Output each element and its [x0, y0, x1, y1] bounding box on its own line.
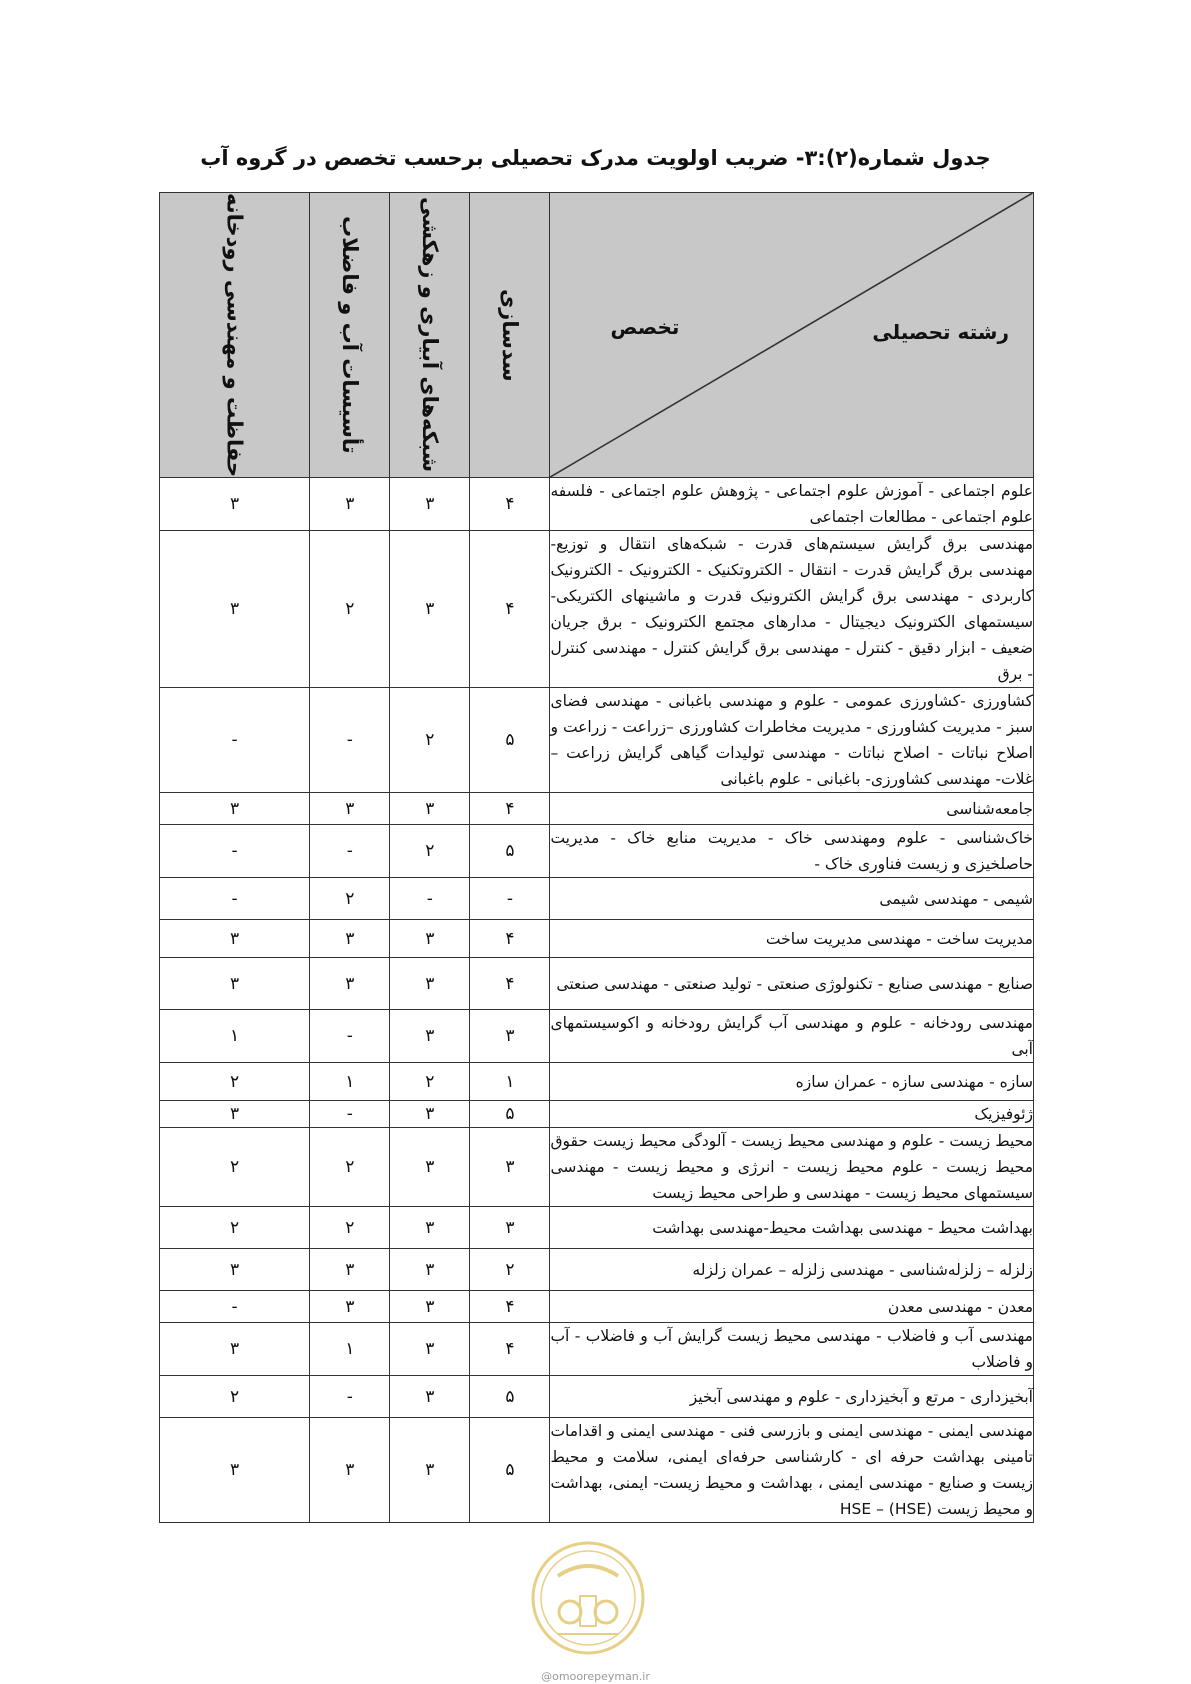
field-of-study-cell: مهندسی برق گرایش سیستم‌های قدرت - شبکه‌های انتقال و توزیع- مهندسی برق گرایش قدرت - انتقال - الکتروتکنیک - الکترونیک - الکترونیک کاربردی - مهندسی برق گرایش الکترونیک قدرت و ماشینهای الکتریکی- سیستمهای الکترونیک دیجیتال - مدارهای مجتمع الکترونیک - برق جریان ضعیف - ابزار دقیق - کنترل - مهندسی برق گرایش کنترل - مهندسی کنترل - برق: [550, 531, 1034, 688]
river-value-cell: -: [160, 825, 310, 878]
table-row: [160, 1323, 1034, 1376]
header-major-label: رشته تحصیلی: [872, 320, 1009, 344]
field-of-study-cell: زلزله – زلزله‌شناسی - مهندسی زلزله – عمران زلزله: [550, 1249, 1034, 1291]
header-diagonal-cell: [550, 193, 1034, 478]
water-facilities-value-cell: -: [310, 1376, 390, 1418]
table-row: [160, 793, 1034, 825]
irrigation-value-cell: ۳: [390, 1249, 470, 1291]
irrigation-value-cell: ۳: [390, 478, 470, 531]
table-row: [160, 878, 1034, 920]
irrigation-value-cell: ۳: [390, 958, 470, 1010]
water-facilities-value-cell: ۳: [310, 793, 390, 825]
water-facilities-value-cell: ۱: [310, 1063, 390, 1101]
field-of-study-cell: شیمی - مهندسی شیمی: [550, 878, 1034, 920]
irrigation-value-cell: ۳: [390, 531, 470, 688]
water-facilities-value-cell: ۲: [310, 1207, 390, 1249]
table-row: [160, 1128, 1034, 1207]
dam-value-cell: ۴: [470, 478, 550, 531]
field-of-study-cell: خاک‌شناسی - علوم ومهندسی خاک - مدیریت منابع خاک - مدیریت حاصلخیزی و زیست فناوری خاک -: [550, 825, 1034, 878]
field-of-study-cell: صنایع - مهندسی صنایع - تکنولوژی صنعتی - تولید صنعتی - مهندسی صنعتی: [550, 958, 1034, 1010]
table-row: [160, 1010, 1034, 1063]
table-row: [160, 1376, 1034, 1418]
field-of-study-cell: مهندسی آب و فاضلاب - مهندسی محیط زیست گرایش آب و فاضلاب - آب و فاضلاب: [550, 1323, 1034, 1376]
irrigation-value-cell: ۲: [390, 825, 470, 878]
table-row: [160, 1101, 1034, 1128]
irrigation-value-cell: ۳: [390, 1291, 470, 1323]
water-facilities-value-cell: ۱: [310, 1323, 390, 1376]
water-facilities-value-cell: ۲: [310, 878, 390, 920]
river-value-cell: ۳: [160, 1323, 310, 1376]
river-value-cell: ۳: [160, 793, 310, 825]
field-of-study-cell: محیط زیست - علوم و مهندسی محیط زیست - آلودگی محیط زیست حقوق محیط زیست - علوم محیط زیست - انرژی و محیط زیست - مهندسی سیستمهای محیط زیست - مهندسی و طراحی محیط زیست: [550, 1128, 1034, 1207]
table-row: [160, 478, 1034, 531]
river-value-cell: ۳: [160, 531, 310, 688]
water-facilities-value-cell: ۳: [310, 920, 390, 958]
water-facilities-value-cell: ۳: [310, 1418, 390, 1523]
watermark-text: @omoorepeyman.ir: [541, 1670, 650, 1683]
river-value-cell: ۳: [160, 1249, 310, 1291]
irrigation-value-cell: ۳: [390, 1323, 470, 1376]
water-facilities-value-cell: ۲: [310, 1128, 390, 1207]
irrigation-value-cell: ۳: [390, 1376, 470, 1418]
river-value-cell: -: [160, 878, 310, 920]
priority-table: [159, 192, 1034, 1523]
dam-value-cell: ۵: [470, 1101, 550, 1128]
field-of-study-cell: سازه - مهندسی سازه - عمران سازه: [550, 1063, 1034, 1101]
page-title: جدول شماره(۲):۳- ضریب اولویت مدرک تحصیلی برحسب تخصص در گروه آب: [200, 146, 991, 170]
irrigation-value-cell: ۳: [390, 1207, 470, 1249]
river-value-cell: ۲: [160, 1063, 310, 1101]
irrigation-value-cell: ۳: [390, 793, 470, 825]
water-facilities-value-cell: -: [310, 1101, 390, 1128]
irrigation-value-cell: ۳: [390, 1418, 470, 1523]
irrigation-value-cell: ۲: [390, 1063, 470, 1101]
irrigation-value-cell: ۲: [390, 688, 470, 793]
dam-value-cell: ۳: [470, 1128, 550, 1207]
water-facilities-value-cell: ۳: [310, 1249, 390, 1291]
dam-value-cell: ۲: [470, 1249, 550, 1291]
table-row: [160, 1249, 1034, 1291]
header-specialty-label: تخصص: [610, 315, 680, 339]
field-of-study-cell: آبخیزداری - مرتع و آبخیزداری - علوم و مهندسی آبخیز: [550, 1376, 1034, 1418]
water-facilities-value-cell: ۳: [310, 478, 390, 531]
field-of-study-cell: مدیریت ساخت - مهندسی مدیریت ساخت: [550, 920, 1034, 958]
dam-value-cell: ۵: [470, 1418, 550, 1523]
header-col-label: تأسیسات آب و فاضلاب: [337, 216, 362, 454]
table-row: [160, 920, 1034, 958]
river-value-cell: ۲: [160, 1376, 310, 1418]
irrigation-value-cell: -: [390, 878, 470, 920]
dam-value-cell: ۳: [470, 1207, 550, 1249]
river-value-cell: -: [160, 1291, 310, 1323]
river-value-cell: ۳: [160, 1101, 310, 1128]
dam-value-cell: ۴: [470, 1323, 550, 1376]
table-row: [160, 688, 1034, 793]
header-col-water-facilities: [310, 193, 390, 478]
field-of-study-cell: کشاورزی -کشاورزی عمومی - علوم و مهندسی باغبانی - مهندسی فضای سبز - مدیریت کشاورزی - مدیریت مخاطرات کشاورزی –زراعت - زراعت و اصلاح نباتات - اصلاح نباتات - مهندسی تولیدات گیاهی گرایش زراعت – غلات- مهندسی کشاورزی- باغبانی - علوم باغبانی: [550, 688, 1034, 793]
river-value-cell: ۳: [160, 478, 310, 531]
field-of-study-cell: مهندسی رودخانه - علوم و مهندسی آب گرایش رودخانه و اکوسیستمهای آبی: [550, 1010, 1034, 1063]
water-facilities-value-cell: -: [310, 1010, 390, 1063]
water-facilities-value-cell: -: [310, 825, 390, 878]
table-row: [160, 531, 1034, 688]
header-col-river: [160, 193, 310, 478]
dam-value-cell: ۴: [470, 531, 550, 688]
field-of-study-cell: معدن - مهندسی معدن: [550, 1291, 1034, 1323]
water-facilities-value-cell: ۳: [310, 1291, 390, 1323]
header-col-label: سدسازی: [497, 288, 522, 382]
header-col-label: شبکه‌های آبیاری و زهکشی: [417, 197, 442, 473]
river-value-cell: ۳: [160, 1418, 310, 1523]
dam-value-cell: -: [470, 878, 550, 920]
dam-value-cell: ۵: [470, 825, 550, 878]
table-header-row: [160, 193, 1034, 478]
water-facilities-value-cell: -: [310, 688, 390, 793]
table-row: [160, 1063, 1034, 1101]
river-value-cell: ۳: [160, 920, 310, 958]
header-col-irrigation: [390, 193, 470, 478]
dam-value-cell: ۵: [470, 688, 550, 793]
field-of-study-cell: علوم اجتماعی - آموزش علوم اجتماعی - پژوهش علوم اجتماعی - فلسفه علوم اجتماعی - مطالعات اجتماعی: [550, 478, 1034, 531]
field-of-study-cell: جامعه‌شناسی: [550, 793, 1034, 825]
dam-value-cell: ۴: [470, 958, 550, 1010]
river-value-cell: ۳: [160, 958, 310, 1010]
dam-value-cell: ۵: [470, 1376, 550, 1418]
dam-value-cell: ۴: [470, 1291, 550, 1323]
river-value-cell: ۱: [160, 1010, 310, 1063]
table-row: [160, 1207, 1034, 1249]
header-col-label: حفاظت و مهندسی رودخانه: [222, 193, 247, 478]
dam-value-cell: ۴: [470, 793, 550, 825]
header-col-dam: [470, 193, 550, 478]
seal-logo: [528, 1538, 648, 1658]
table-row: [160, 1291, 1034, 1323]
field-of-study-cell: مهندسی ایمنی - مهندسی ایمنی و بازرسی فنی - مهندسی ایمنی و اقدامات تامینی بهداشت حرفه ای - کارشناسی حرفه‌ای ایمنی، سلامت و محیط زیست و صنایع - مهندسی ایمنی ، بهداشت و محیط زیست- ایمنی، بهداشت و محیط زیست (HSE) – HSE: [550, 1418, 1034, 1523]
field-of-study-cell: بهداشت محیط - مهندسی بهداشت محیط-مهندسی بهداشت: [550, 1207, 1034, 1249]
irrigation-value-cell: ۳: [390, 920, 470, 958]
dam-value-cell: ۳: [470, 1010, 550, 1063]
water-facilities-value-cell: ۳: [310, 958, 390, 1010]
river-value-cell: ۲: [160, 1207, 310, 1249]
irrigation-value-cell: ۳: [390, 1101, 470, 1128]
dam-value-cell: ۱: [470, 1063, 550, 1101]
river-value-cell: ۲: [160, 1128, 310, 1207]
table-row: [160, 825, 1034, 878]
field-of-study-cell: ژئوفیزیک: [550, 1101, 1034, 1128]
dam-value-cell: ۴: [470, 920, 550, 958]
table-row: [160, 958, 1034, 1010]
water-facilities-value-cell: ۲: [310, 531, 390, 688]
irrigation-value-cell: ۳: [390, 1128, 470, 1207]
river-value-cell: -: [160, 688, 310, 793]
irrigation-value-cell: ۳: [390, 1010, 470, 1063]
table-row: [160, 1418, 1034, 1523]
